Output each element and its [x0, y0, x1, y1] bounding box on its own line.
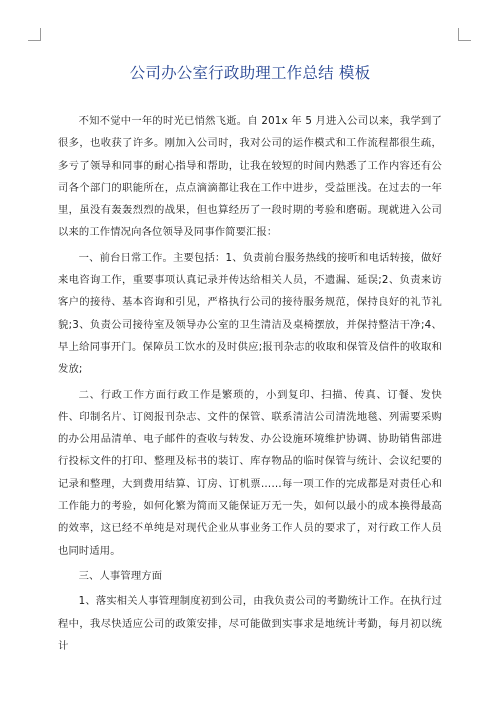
document-title: 公司办公室行政助理工作总结 模板 — [129, 64, 371, 82]
page-corner-mark-top-right — [458, 28, 471, 41]
page-corner-mark-top-left — [28, 28, 41, 41]
paragraph-hr-attendance: 1、落实相关人事管理制度初到公司，由我负责公司的考勤统计工作。在执行过程中，我尽快适应公司的政策安排，尽可能做到实事求是地统计考勤，每月初以统计 — [58, 595, 442, 652]
paragraph-intro: 不知不觉中一年的时光已悄然飞逝。自 201x 年 5 月进入公司以来，我学到了很多，也收获了许多。刚加入公司时，我对公司的运作模式和工作流程都很生疏，多亏了领导和同事的耐心指导和帮助，让我在较短的时间内熟悉了工作内容还有公司各个部门的职能所在，点点滴滴都让我在工作中进步，受益匪浅。在过去的一年里，虽没有轰轰烈烈的战果，但也算经历了一段时期的考验和磨砺。现就进入公司以来的工作情况向各位领导及同事作简要汇报： — [58, 115, 442, 239]
section-heading-hr: 三、人事管理方面 — [78, 569, 163, 582]
document-page — [58, 62, 442, 660]
document-body — [58, 110, 442, 657]
paragraph-front-desk: 一、前台日常工作。主要包括：1、负责前台服务热线的接听和电话转接，做好来电咨询工作，重要事项认真记录并传达给相关人员，不遗漏、延误;2、负责来访客户的接待、基本咨询和引见，严格执行公司的接待服务规范，保持良好的礼节礼貌;3、负责公司接待室及领导办公室的卫生清洁及桌椅摆放，并保持整洁干净;4、早上给同事开门。保障员工饮水的及时供应;报刊杂志的收取和保管及信件的收取和发放; — [58, 251, 442, 376]
paragraph-admin-work: 二、行政工作方面行政工作是繁琐的，小到复印、扫描、传真、订餐、发快件、印制名片、订阅报刊杂志、文件的保管、联系清洁公司清洗地毯、列需要采购的办公用品清单、电子邮件的查收与转发、办公设施环境维护协调、协助销售部进行投标文件的打印、整理及标书的装订、库存物品的临时保管与统计、会议纪要的记录和整理，大到费用结算、订房、订机票……每一项工作的完成都是对责任心和工作能力的考验，如何化繁为简而又能保证万无一失，如何以最小的成本换得最高的效率，这已经不单纯是对现代企业从事业务工作人员的要求了，对行政工作人员也同时适用。 — [58, 388, 442, 557]
